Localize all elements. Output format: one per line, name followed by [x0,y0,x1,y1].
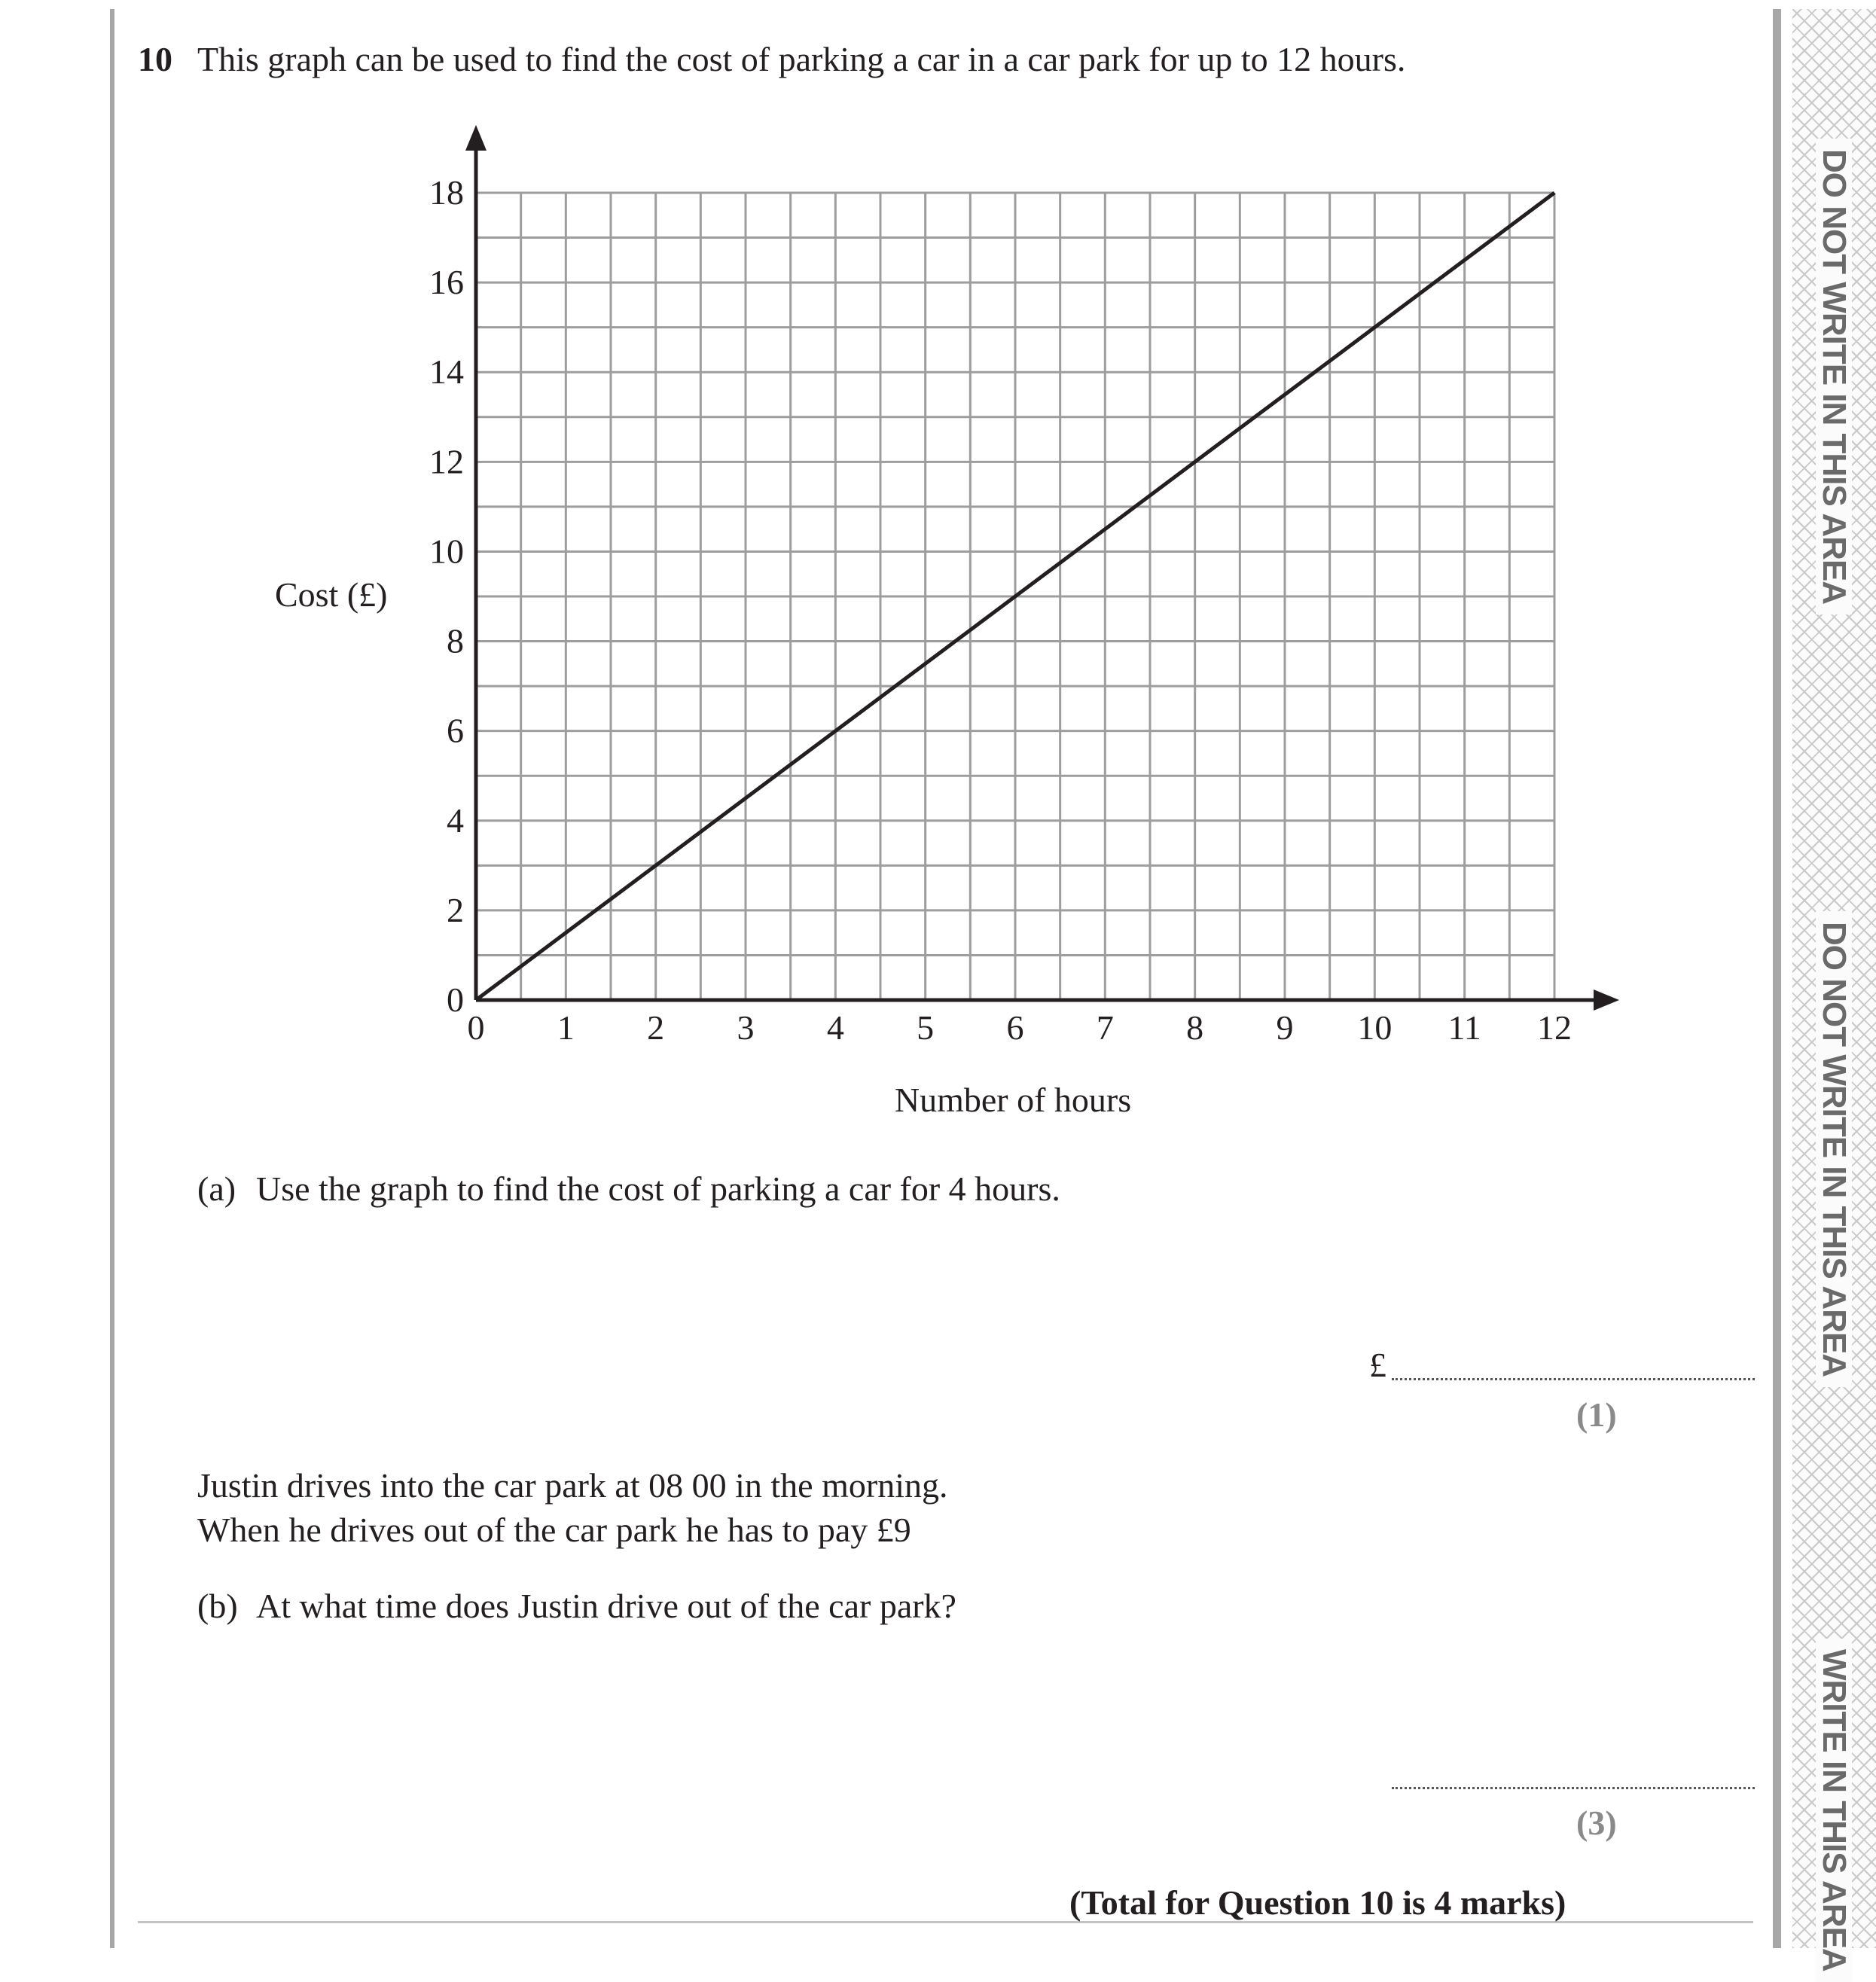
x-tick-label: 12 [1537,1008,1572,1047]
y-tick-label: 2 [447,890,464,929]
y-tick-label: 14 [429,352,464,392]
y-tick-label: 16 [429,263,464,302]
x-tick-label: 2 [647,1008,665,1047]
x-tick-label: 1 [557,1008,575,1047]
question-number: 10 [138,40,172,78]
context-line-1: Justin drives into the car park at 08 00 in the morning. [197,1466,948,1505]
x-axis-label: Number of hours [894,1081,1132,1119]
y-axis-label: Cost (£) [275,575,388,614]
part-a-text: Use the graph to find the cost of parking a car for 4 hours. [256,1169,1060,1208]
part-b-marks: (3) [1576,1804,1617,1842]
part-a-marks: (1) [1576,1395,1617,1434]
x-axis-arrow [1594,989,1619,1011]
margin-warning-2: DO NOT WRITE IN THIS AREA [1816,911,1852,1387]
y-axis-arrow [465,125,487,151]
x-tick-label: 3 [737,1008,755,1047]
part-a-answer-line[interactable] [1392,1378,1755,1380]
x-tick-label: 9 [1276,1008,1294,1047]
question-total: (Total for Question 10 is 4 marks) [1069,1883,1566,1922]
margin-warning-3: WRITE IN THIS AREA [1816,1639,1852,1982]
part-a-currency: £ [1369,1346,1386,1384]
margin-warning-1: DO NOT WRITE IN THIS AREA [1816,139,1852,614]
x-tick-label: 0 [467,1008,485,1047]
x-tick-label: 7 [1096,1008,1114,1047]
y-tick-label: 10 [429,532,464,571]
part-b-answer-line[interactable] [1392,1787,1755,1789]
x-tick-label: 11 [1447,1008,1481,1047]
x-tick-label: 6 [1006,1008,1024,1047]
x-tick-label: 4 [826,1008,844,1047]
context-line-2: When he drives out of the car park he has to pay £9 [197,1511,911,1549]
y-tick-label: 0 [447,980,464,1019]
part-a-label: (a) [197,1169,236,1208]
x-tick-label: 10 [1357,1008,1393,1047]
y-tick-label: 12 [429,442,464,481]
y-tick-label: 18 [429,173,464,212]
question-intro: This graph can be used to find the cost of parking a car in a car park for up to 12 hours. [197,40,1406,78]
y-tick-label: 4 [447,800,464,840]
x-tick-label: 8 [1186,1008,1204,1047]
y-tick-label: 8 [447,621,464,660]
part-b-text: At what time does Justin drive out of the car park? [256,1587,956,1625]
y-tick-label: 6 [447,711,464,750]
part-b-label: (b) [197,1587,238,1625]
x-tick-label: 5 [917,1008,935,1047]
chart-tick-labels [429,173,1572,1047]
